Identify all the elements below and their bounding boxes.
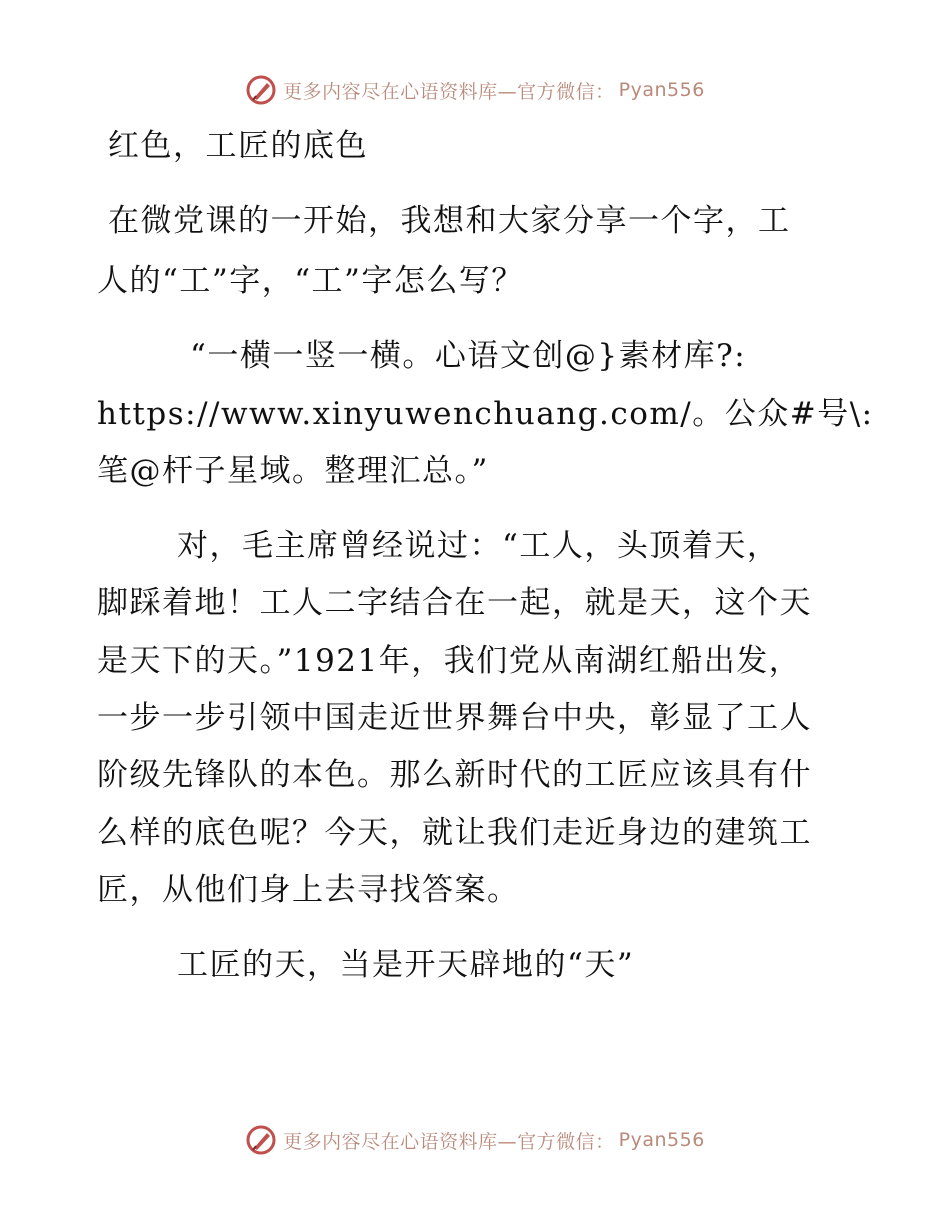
watermark-text: 更多内容尽在心语资料库—官方微信： (283, 80, 615, 103)
paragraph-line: 阶级先锋队的本色。那么新时代的工匠应该具有什 (97, 757, 812, 793)
paragraph-line: 匠，从他们身上去寻找答案。 (97, 872, 520, 908)
paragraph-line: 人的“工”字，“工”字怎么写？ (97, 263, 524, 299)
quill-circle-icon (245, 1124, 277, 1156)
paragraph-line: 一步一步引领中国走近世界舞台中央，彰显了工人 (97, 700, 812, 736)
section-heading: 工匠的天，当是开天辟地的“天” (177, 947, 635, 983)
paragraph-line: 对，毛主席曾经说过：“工人，头顶着天， (177, 528, 780, 564)
quill-circle-icon (245, 74, 277, 106)
paragraph-line: 么样的底色呢？今天，就让我们走近身边的建筑工 (97, 815, 812, 851)
paragraph-line: “一横一竖一横。心语文创@}素材库?: (190, 338, 747, 374)
watermark-wechat-id: Pyan556 (618, 1129, 705, 1151)
paragraph-line: 在微党课的一开始，我想和大家分享一个字，工 (108, 203, 791, 239)
paragraph-line: 脚踩着地！工人二字结合在一起，就是天，这个天 (97, 585, 812, 621)
footer-watermark (0, 1120, 950, 1160)
watermark-text: 更多内容尽在心语资料库—官方微信： (283, 1130, 615, 1153)
paragraph-line: 笔@杆子星域。整理汇总。” (97, 453, 489, 489)
document-title: 红色，工匠的底色 (108, 128, 368, 164)
paragraph-line: https://www.xinyuwenchuang.com/。公众#号\: (97, 396, 874, 432)
paragraph-line: 是天下的天。”1921年，我们党从南湖红船出发， (97, 643, 802, 679)
header-watermark (0, 70, 950, 110)
watermark-wechat-id: Pyan556 (618, 79, 705, 101)
